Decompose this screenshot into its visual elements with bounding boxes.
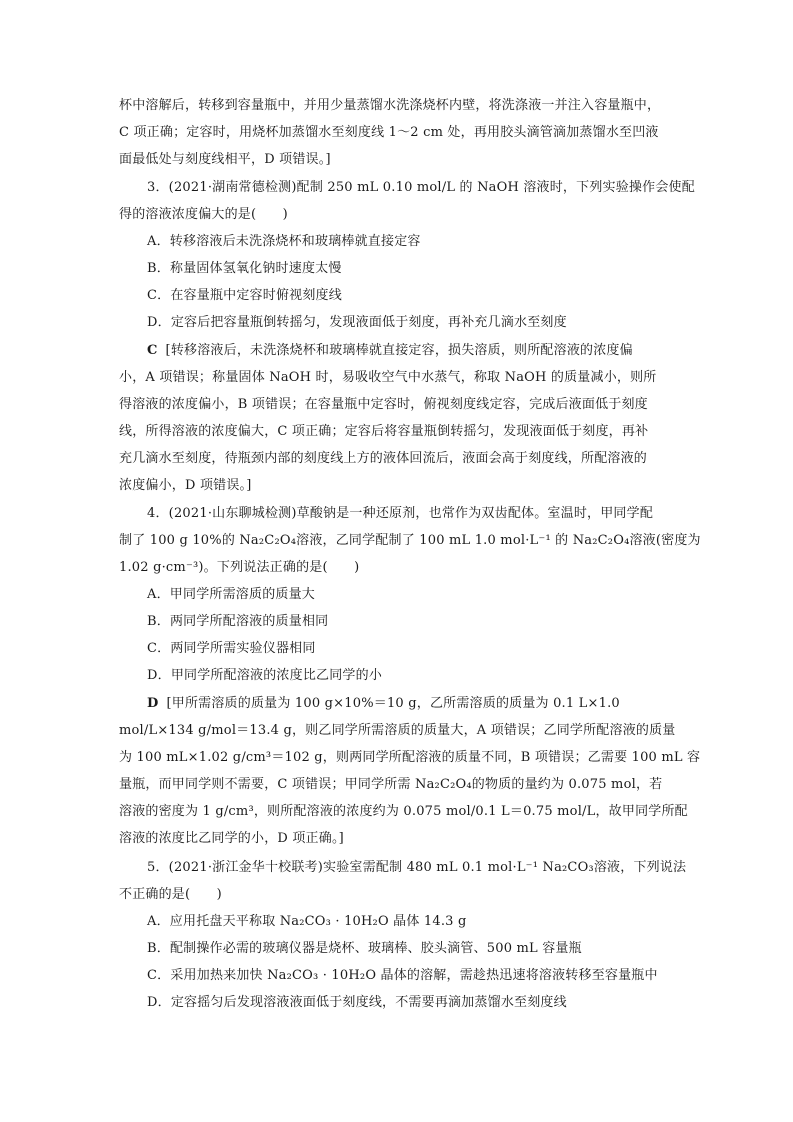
option-c: C．在容量瓶中定容时俯视刻度线 xyxy=(147,288,342,303)
text-line: 得溶液的浓度偏小，B 项错误；在容量瓶中定容时，俯视刻度线定容，完成后液面低于刻度 xyxy=(119,397,648,412)
text-line: 杯中溶解后，转移到容量瓶中，并用少量蒸馏水洗涤烧杯内壁，将洗涤液一并注入容量瓶中， xyxy=(119,98,661,113)
answer-line xyxy=(147,694,620,714)
text-line: 溶液的浓度比乙同学的小，D 项正确。] xyxy=(119,831,344,846)
option-b: B．两同学所配溶液的质量相同 xyxy=(147,614,329,629)
option-c: C．采用加热来加快 Na₂CO₃ · 10H₂O 晶体的溶解，需趁热迅速将溶液转移至容量瓶中 xyxy=(147,968,658,983)
question-3-stem: 3．(2021·湖南常德检测)配制 250 mL 0.10 mol/L 的 NaOH 溶液时，下列实验操作会使配 xyxy=(147,180,695,195)
option-a: A．应用托盘天平称取 Na₂CO₃ · 10H₂O 晶体 14.3 g xyxy=(147,914,467,929)
answer-line xyxy=(147,341,633,361)
question-5-stem-cont: 不正确的是( ) xyxy=(119,887,222,902)
text-line: mol/L×134 g/mol＝13.4 g，则乙同学所需溶质的质量大，A 项错误；乙同学所配溶液的质量 xyxy=(119,723,676,738)
answer-letter: C xyxy=(147,343,158,358)
option-a: A．转移溶液后未洗涤烧杯和玻璃棒就直接定容 xyxy=(147,234,421,249)
text-line: 量瓶，而甲同学则不需要，C 项错误；甲同学所需 Na₂C₂O₄的物质的量约为 0.075 mol，若 xyxy=(119,777,663,792)
text-line: 为 100 mL×1.02 g/cm³＝102 g，则两同学所配溶液的质量不同，B 项错误；乙需要 100 mL 容 xyxy=(119,750,701,765)
text-line: 线，所得溶液的浓度偏大，C 项正确；定容后将容量瓶倒转摇匀，发现液面低于刻度，再补 xyxy=(119,424,649,439)
option-d: D．定容摇匀后发现溶液液面低于刻度线，不需要再滴加蒸馏水至刻度线 xyxy=(147,995,567,1010)
text-line: 面最低处与刻度线相平，D 项错误。] xyxy=(119,152,331,167)
answer-explanation: [甲所需溶质的质量为 100 g×10%＝10 g，乙所需溶质的质量为 0.1 L×1.0 xyxy=(166,696,620,711)
option-a: A．甲同学所需溶质的质量大 xyxy=(147,587,315,602)
question-4-stem-cont: 1.02 g·cm⁻³)。下列说法正确的是( ) xyxy=(119,560,360,575)
option-b: B．称量固体氢氧化钠时速度太慢 xyxy=(147,261,342,276)
text-line: C 项正确；定容时，用烧杯加蒸馏水至刻度线 1～2 cm 处，再用胶头滴管滴加蒸馏水至凹液 xyxy=(119,125,659,140)
question-3-stem-cont: 得的溶液浓度偏大的是( ) xyxy=(119,207,288,222)
answer-letter: D xyxy=(147,696,159,711)
option-c: C．两同学所需实验仪器相同 xyxy=(147,641,316,656)
text-line: 充几滴水至刻度，待瓶颈内部的刻度线上方的液体回流后，液面会高于刻度线，所配溶液的 xyxy=(119,451,648,466)
option-d: D．定容后把容量瓶倒转摇匀，发现液面低于刻度，再补充几滴水至刻度 xyxy=(147,315,567,330)
text-line: 溶液的密度为 1 g/cm³，则所配溶液的浓度约为 0.075 mol/0.1 L＝0.75 mol/L，故甲同学所配 xyxy=(119,804,688,819)
text-line: 小，A 项错误；称量固体 NaOH 时，易吸收空气中水蒸气，称取 NaOH 的质量减小，则所 xyxy=(119,370,657,385)
question-5-stem: 5．(2021·浙江金华十校联考)实验室需配制 480 mL 0.1 mol·L⁻¹ Na₂CO₃溶液，下列说法 xyxy=(147,860,687,875)
question-4-stem: 4．(2021·山东聊城检测)草酸钠是一种还原剂，也常作为双齿配体。室温时，甲同学配 xyxy=(147,506,654,521)
answer-explanation: [转移溶液后，未洗涤烧杯和玻璃棒就直接定容，损失溶质，则所配溶液的浓度偏 xyxy=(165,343,633,358)
text-line: 浓度偏小，D 项错误。] xyxy=(119,478,252,493)
option-d: D．甲同学所配溶液的浓度比乙同学的小 xyxy=(147,668,383,683)
option-b: B．配制操作必需的玻璃仪器是烧杯、玻璃棒、胶头滴管、500 mL 容量瓶 xyxy=(147,941,582,956)
question-4-stem-cont: 制了 100 g 10%的 Na₂C₂O₄溶液，乙同学配制了 100 mL 1.0 mol·L⁻¹ 的 Na₂C₂O₄溶液(密度为 xyxy=(119,533,701,548)
